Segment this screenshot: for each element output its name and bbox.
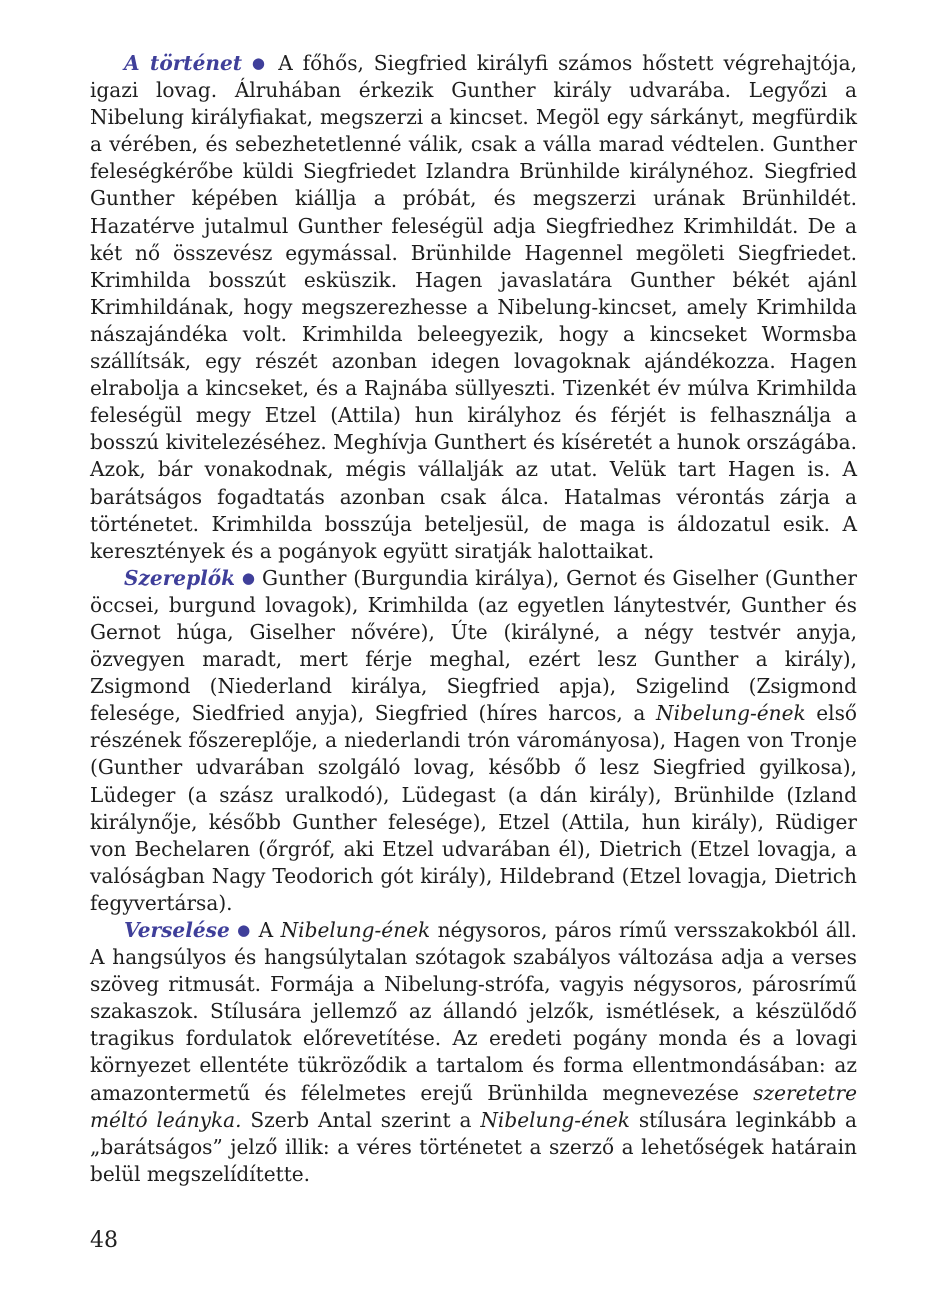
paragraph-text: A főhős, Siegfried királyfi számos hőstett végrehajtója, igazi lovag. Álruhában érkezik Gunther király udvarába. Legyőzi a Nibelung királyfiakat, megszerzi a kincset. Megöl egy sárkányt, megfürdik a vérében, és sebezhetetlenné válik, csak a válla marad védtelen. Gunther feleségkérőbe küldi Siegfriedet Izlandra Brünhilde királynéhoz. Siegfried Gunther képében kiállja a próbát, és megszerzi urának Brünhildét. Hazatérve jutalmul Gunther feleségül adja Siegfriedhez Krimhildát. De a két nő összevész egymással. Brünhilde Hagennel megöleti Siegfriedet. Krimhilda bosszút esküszik. Hagen javaslatára Gunther békét ajánl Krimhildának, hogy megszerezhesse a Nibelung-kincset, amely Krimhilda nászajándéka volt. Krimhilda beleegyezik, hogy a kincseket Wormsba szállítsák, egy részét azonban idegen lovagoknak ajándékozza. Hagen elrabolja a kincseket, és a Rajnába süllyeszti. Tizenkét év múlva Krimhilda feleségül megy Etzel (Attila) hun királyhoz és férjét is felhasználja a bosszú kivitelezéséhez. Meghívja Gunthert és kíséretét a hunok országába. Azok, bár vonakodnak, mégis vállalják az utat. Velük tart Hagen is. A barátságos fogadtatás azonban csak álca. Hatalmas vérontás zárja a történetet. Krimhilda bosszúja beteljesül, de maga is áldozatul esik. A keresztények és a pogányok együtt siratják halottaikat. <box>90 51 857 563</box>
work-title-italic: Nibelung-ének <box>280 918 431 942</box>
paragraph-text: első részének főszereplője, a niederlandi trón várományosa), Hagen von Tronje (Gunther udvarában szolgáló lovag, később ő lesz Siegfried gyilkosa), Lüdeger (a szász uralkodó), Lüdegast (a dán király), Brünhilde (Izland királynője, később Gunther felesége), Etzel (Attila, hun király), Rüdiger von Bechelaren (őrgróf, aki Etzel udvarában él), Dietrich (Etzel lovagja, a valóságban Nagy Teodorich gót király), Hildebrand (Etzel lovagja, Dietrich fegyvertársa). <box>90 701 858 915</box>
bullet-icon: ● <box>237 921 252 939</box>
work-title-italic: Nibelung-ének <box>480 1107 630 1132</box>
page-body <box>90 50 857 1188</box>
paragraph-text: stílusára leginkább a „barátságos” jelző illik: a véres történetet a szerző a lehetőségek határain belül megszelídítette. <box>90 1107 858 1186</box>
page-number: 48 <box>90 1228 118 1253</box>
paragraph-szereplok <box>90 565 857 917</box>
quoted-phrase-italic: szeretetre méltó leányka. <box>90 1080 857 1132</box>
paragraph-text: négysoros, páros rímű versszakokból áll. A hangsúlyos és hangsúlytalan szótagok szabályos változása adja a verses szöveg ritmusát. Formája a Nibelung-strófa, vagyis négysoros, párosrímű szakaszok. Stílusára jellemző az állandó jelzők, ismétlések, a készülődő tragikus fordulatok előrevetítése. Az eredeti pogány monda és a lovagi környezet ellentéte tükröződik a tartalom és forma ellentmondásában: az amazontermetű és félelmetes erejű Brünhilda megnevezése <box>90 918 858 1105</box>
bullet-icon: ● <box>241 568 256 587</box>
bullet-icon: ● <box>251 54 269 72</box>
paragraph-tortenet <box>90 50 857 565</box>
section-heading-szereplok: Szereplők <box>124 565 236 590</box>
section-heading-tortenet: A történet <box>124 51 243 75</box>
paragraph-text: A <box>258 918 274 942</box>
section-heading-verselese: Verselése <box>124 918 230 942</box>
paragraph-text: Szerb Antal szerint a <box>250 1107 472 1132</box>
paragraph-text: Gunther (Burgundia királya), Gernot és Giselher (Gunther öccsei, burgund lovagok), Krimhilda (az egyetlen lánytestvér, Gunther és Gernot húga, Giselher nővére), Úte (királyné, a négy testvér anyja, özvegyen maradt, mert férje meghal, ezért lesz Gunther a király), Zsigmond (Niederland királya, Siegfried apja), Szigelind (Zsigmond felesége, Siedfried anyja), Siegfried (híres harcos, a <box>90 565 857 726</box>
work-title-italic: Nibelung-ének <box>656 701 806 726</box>
paragraph-verselese <box>90 917 857 1188</box>
